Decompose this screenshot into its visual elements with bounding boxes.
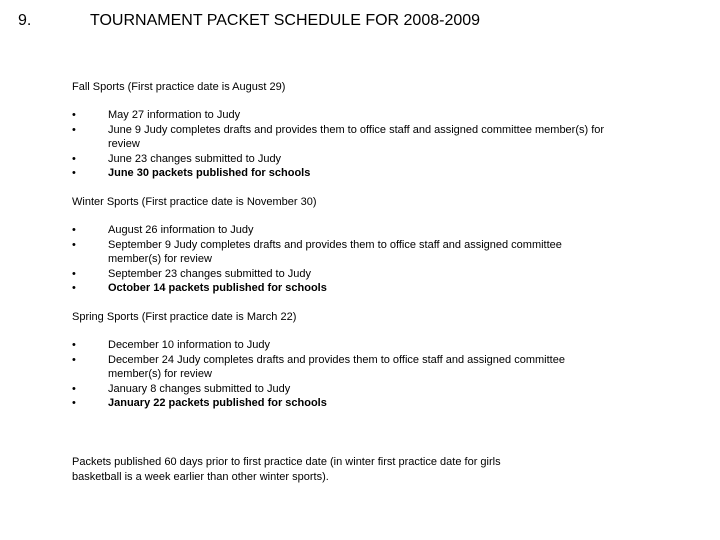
footnote: Packets published 60 days prior to first practice date (in winter first practice date for girls basketball is a week earlier than other winter sports).	[72, 456, 501, 483]
list-item-text: January 22 packets published for schools	[108, 397, 327, 409]
bullet: •	[72, 282, 76, 294]
bullet: •	[72, 353, 76, 366]
list-item	[72, 396, 692, 411]
page-title: TOURNAMENT PACKET SCHEDULE FOR 2008-2009	[90, 12, 481, 29]
list-item	[72, 281, 692, 296]
bullet: •	[72, 109, 76, 121]
list-item-text: December 24 Judy completes drafts and provides them to office staff and assigned committee member(s) for review	[108, 353, 565, 380]
list-item-text: August 26 information to Judy	[108, 224, 254, 236]
list-item-text: September 9 Judy completes drafts and provides them to office staff and assigned committee member(s) for review	[108, 238, 562, 265]
list-item-text: June 30 packets published for schools	[108, 167, 311, 179]
list-item	[72, 123, 692, 152]
list-item	[72, 382, 692, 397]
bullet: •	[72, 339, 76, 351]
bullet: •	[72, 238, 76, 251]
bullet: •	[72, 382, 76, 395]
bullet: •	[72, 167, 76, 179]
list-item-text: May 27 information to Judy	[108, 109, 241, 121]
list-item	[72, 223, 692, 238]
list-item	[72, 108, 692, 123]
list-item	[72, 267, 692, 282]
list-item	[72, 238, 692, 267]
list-item-text: October 14 packets published for schools	[108, 282, 327, 294]
spring-sports-list	[72, 338, 692, 411]
fall-sports-heading: Fall Sports (First practice date is August 29)	[72, 81, 286, 93]
list-item	[72, 338, 692, 353]
section-number: 9.	[18, 12, 32, 29]
list-item-text: December 10 information to Judy	[108, 339, 271, 351]
list-item	[72, 166, 692, 181]
winter-sports-heading: Winter Sports (First practice date is November 30)	[72, 196, 317, 208]
list-item-text: June 23 changes submitted to Judy	[108, 152, 282, 165]
list-item-text: June 9 Judy completes drafts and provides them to office staff and assigned committee member(s) for review	[108, 123, 605, 150]
spring-sports-heading: Spring Sports (First practice date is March 22)	[72, 311, 297, 323]
bullet: •	[72, 224, 76, 236]
fall-sports-list	[72, 108, 692, 181]
list-item-text: January 8 changes submitted to Judy	[108, 382, 291, 395]
list-item	[72, 152, 692, 167]
list-item	[72, 353, 692, 382]
winter-sports-list	[72, 223, 692, 296]
bullet: •	[72, 267, 76, 280]
bullet: •	[72, 397, 76, 409]
list-item-text: September 23 changes submitted to Judy	[108, 267, 312, 280]
bullet: •	[72, 123, 76, 136]
bullet: •	[72, 152, 76, 165]
